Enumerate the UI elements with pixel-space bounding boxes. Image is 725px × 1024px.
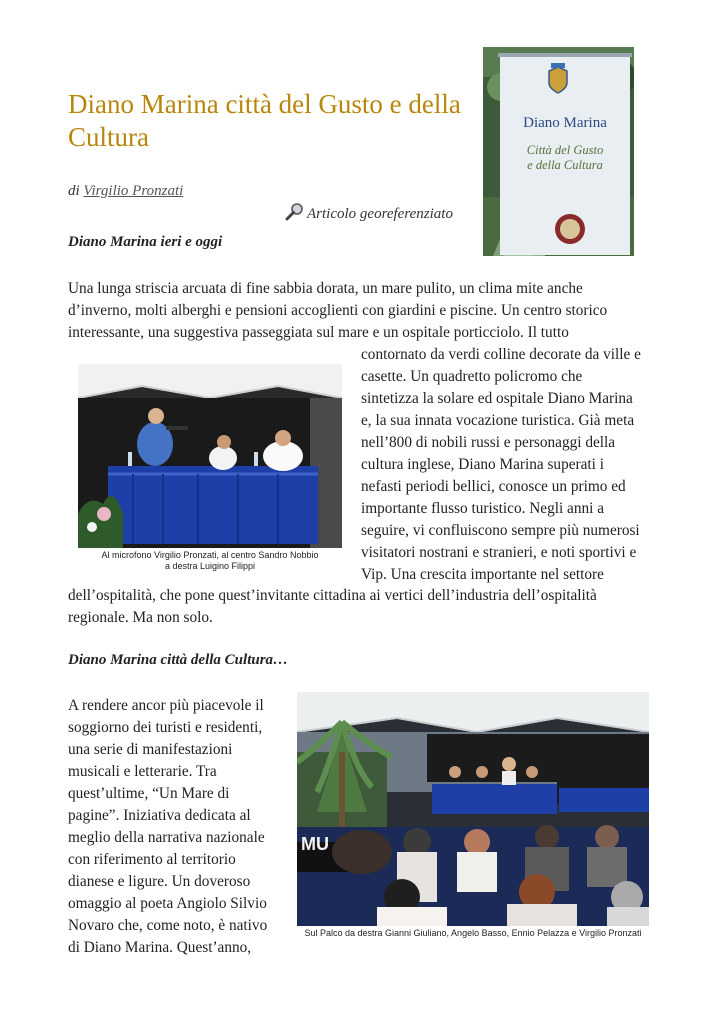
text-line: casette. Un quadretto policromo che: [361, 368, 583, 385]
banner-line2: Città del Gusto: [526, 143, 604, 157]
banner-text: [500, 113, 630, 173]
text-line: cultura inglese, Diano Marina superati i: [361, 456, 604, 473]
section2-paragraph: [68, 695, 293, 959]
panel-photo: [78, 364, 342, 548]
panel-photo-caption: [78, 550, 342, 572]
text-line: quest’ultime, “Un Mare di: [68, 785, 230, 802]
text-line: una serie di manifestazioni: [68, 741, 233, 758]
text-line: soggiorno dei turisti e residenti,: [68, 719, 263, 736]
text-line: d’inverno, molti alberghi e pensioni accoglienti con giardini e piscine. Un centro storico: [68, 302, 608, 319]
text-line: nell’800 di nobili russi e personaggi della: [361, 434, 616, 451]
magnifier-icon: [285, 202, 305, 227]
stage-photo-caption: Sul Palco da destra Gianni Giuliano, Angelo Basso, Ennio Pelazza e Virgilio Pronzati: [304, 928, 642, 938]
text-line: Vip. Una crescita importante nel settore: [361, 566, 604, 583]
section1-paragraph-top: [68, 278, 668, 344]
text-line: e, la sua innata vocazione turistica. Già meta: [361, 412, 635, 429]
section1-paragraph-right: [361, 344, 671, 586]
article-title: Diano Marina città del Gusto e della Cultura: [68, 89, 461, 152]
text-line: seguire, vi confluiscono sempre più numerosi: [361, 522, 640, 539]
text-line: dianese e ligure. Un doveroso: [68, 873, 251, 890]
text-line: regionale. Ma non solo.: [68, 609, 213, 626]
text-line: contornato da verdi colline decorate da ville e: [361, 346, 641, 363]
georef-label: Articolo georeferenziato: [307, 206, 453, 222]
caption-line: Al microfono Virgilio Pronzati, al centro Sandro Nobbio: [101, 550, 319, 560]
text-line: con riferimento al territorio: [68, 851, 236, 868]
text-line: di Diano Marina. Quest’anno,: [68, 939, 252, 956]
text-line: A rendere ancor più piacevole il: [68, 697, 264, 714]
text-line: meglio della narrativa nazionale: [68, 829, 265, 846]
text-line: pagine”. Iniziativa dedicata al: [68, 807, 251, 824]
section1-paragraph-bottom: [68, 585, 668, 629]
text-line: musicali e letterarie. Tra: [68, 763, 217, 780]
text-line: visitatori nostrani e stranieri, e noti sportivi e: [361, 544, 637, 561]
banner-line3: e della Cultura: [527, 158, 603, 172]
banner-line1: Diano Marina: [523, 115, 607, 131]
section-heading-2: Diano Marina città della Cultura…: [68, 652, 289, 668]
caption-line: a destra Luigino Filippi: [164, 561, 256, 571]
text-line: nefasti periodi bellici, conosce un primo ed: [361, 478, 626, 495]
text-line: dell’ospitalità, che pone quest’invitante cittadina ai vertici dell’industria dell’ospitalità: [68, 587, 597, 604]
text-line: importante flusso turistico. Negli anni a: [361, 500, 605, 517]
byline-prefix: di: [68, 183, 80, 199]
stage-sign: MU: [301, 834, 329, 854]
georef-link[interactable]: [285, 202, 453, 227]
text-line: omaggio al poeta Angiolo Silvio: [68, 895, 267, 912]
text-line: Novaro che, come noto, è nativo: [68, 917, 268, 934]
text-line: sintetizza la solare ed ospitale Diano Marina: [361, 390, 633, 407]
text-line: interessante, una suggestiva passeggiata sul mare e un ospitale porticciolo. Il tutto: [68, 324, 569, 341]
text-line: Una lunga striscia arcuata di fine sabbia dorata, un mare pulito, un clima mite anche: [68, 280, 583, 297]
stage-photo: [297, 692, 649, 926]
author-link[interactable]: Virgilio Pronzati: [83, 183, 184, 199]
banner-photo: [483, 47, 634, 256]
byline: [68, 183, 183, 200]
section-heading-1: Diano Marina ieri e oggi: [68, 234, 223, 250]
